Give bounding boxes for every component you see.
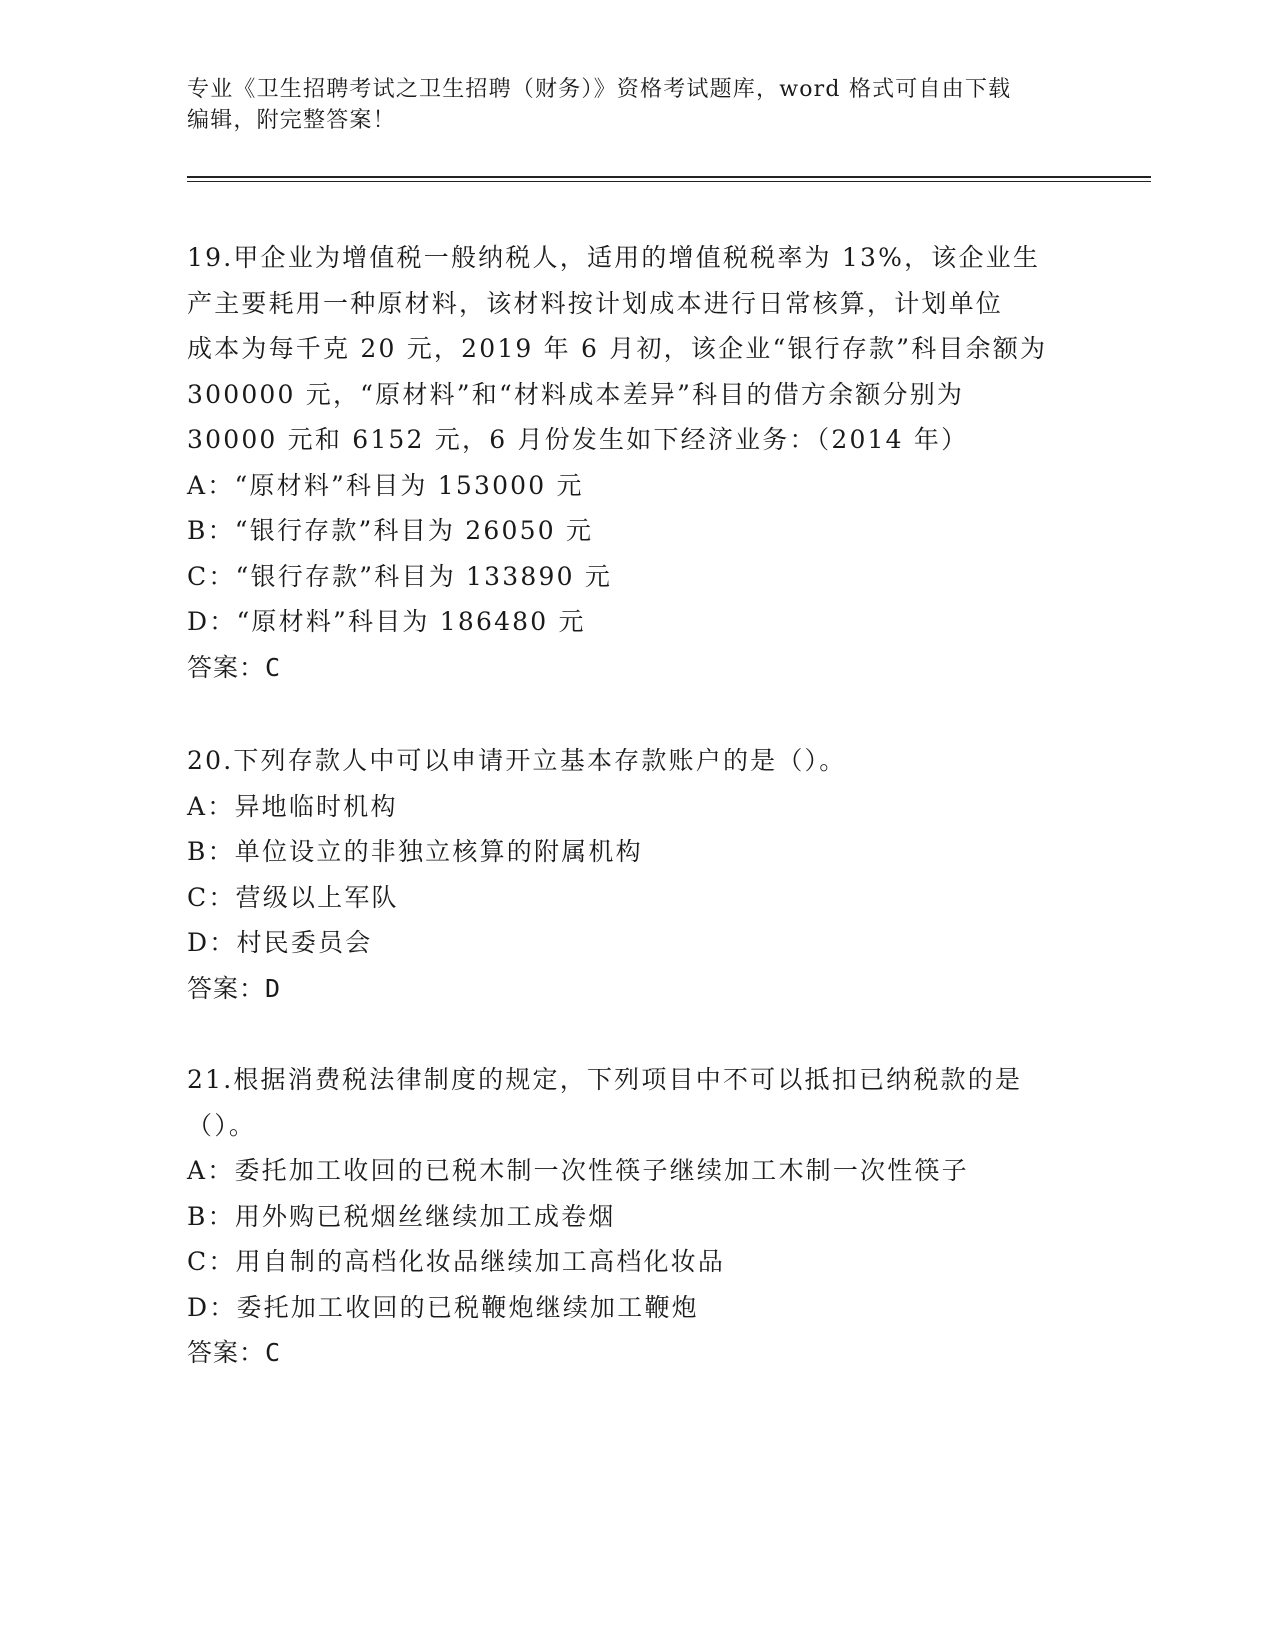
question-stem-line: 300000 元，“原材料”和“材料成本差异”科目的借方余额分别为 (187, 379, 965, 409)
option-a: A：“原材料”科目为 153000 元 (187, 470, 584, 500)
header-divider-thin (187, 181, 1151, 182)
option-b: B：“银行存款”科目为 26050 元 (187, 516, 594, 545)
option-a: A：委托加工收回的已税木制一次性筷子继续加工木制一次性筷子 (187, 1156, 969, 1185)
option-c: C：营级以上军队 (187, 882, 399, 912)
question-stem-line: 20.下列存款人中可以申请开立基本存款账户的是（）。 (187, 746, 847, 775)
answer-line: 答案：D (187, 973, 282, 1003)
option-d: D：村民委员会 (187, 928, 373, 957)
question-stem-line: 30000 元和 6152 元，6 月份发生如下经济业务：（2014 年） (187, 425, 969, 454)
question-21 (187, 1057, 1087, 1376)
header-line-1: 专业《卫生招聘考试之卫生招聘（财务）》资格考试题库，word 格式可自由下载 (187, 77, 1012, 102)
option-a: A：异地临时机构 (187, 791, 398, 821)
option-b: B：用外购已税烟丝继续加工成卷烟 (187, 1201, 616, 1231)
answer-line: 答案：C (187, 1338, 282, 1367)
option-d: D：“原材料”科目为 186480 元 (187, 607, 586, 636)
question-stem-line: （）。 (187, 1110, 257, 1140)
question-stem-line: 成本为每千克 20 元，2019 年 6 月初，该企业“银行存款”科目余额为 (187, 334, 1048, 363)
option-c: C：用自制的高档化妆品继续加工高档化妆品 (187, 1247, 726, 1276)
question-stem-line: 21.根据消费税法律制度的规定，下列项目中不可以抵扣已纳税款的是 (187, 1065, 1023, 1094)
question-stem-line: 产主要耗用一种原材料，该材料按计划成本进行日常核算，计划单位 (187, 288, 1004, 318)
option-c: C：“银行存款”科目为 133890 元 (187, 561, 613, 591)
question-20 (187, 738, 1087, 1011)
option-b: B：单位设立的非独立核算的附属机构 (187, 837, 643, 866)
answer-line: 答案：C (187, 652, 282, 682)
header-divider-thick (187, 176, 1151, 178)
question-19 (187, 235, 1087, 690)
option-d: D：委托加工收回的已税鞭炮继续加工鞭炮 (187, 1292, 699, 1322)
header-line-2: 编辑，附完整答案！ (187, 108, 396, 133)
document-header (187, 74, 1087, 136)
question-stem-line: 19.甲企业为增值税一般纳税人，适用的增值税税率为 13%，该企业生 (187, 243, 1041, 272)
